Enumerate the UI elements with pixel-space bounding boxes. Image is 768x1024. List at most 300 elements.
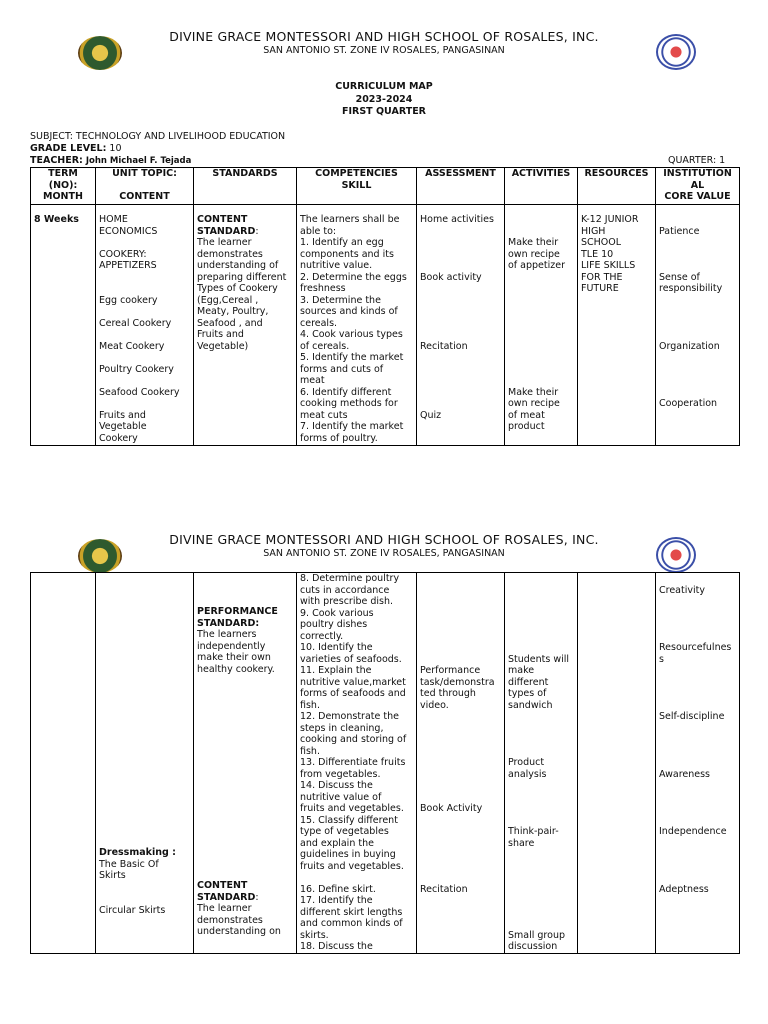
- header-resources: [578, 168, 656, 205]
- assessment-line: [420, 398, 501, 410]
- competency-line: fruits and vegetables.: [300, 860, 404, 872]
- header-text-line: RESOURCES: [584, 168, 649, 179]
- competency-line: from vegetables.: [300, 768, 381, 780]
- assessment-line: Performance: [420, 665, 481, 676]
- standard-line: healthy cookery.: [197, 663, 275, 675]
- assessment-line: [420, 318, 501, 330]
- core-value-line: [659, 260, 736, 272]
- competency-line: correctly.: [300, 630, 344, 642]
- standard-line: The learners: [197, 629, 257, 640]
- assessment-line: [420, 375, 501, 387]
- activity-line: [508, 711, 574, 723]
- standard-line: The learner: [197, 903, 252, 914]
- grade-level-value: 10: [106, 143, 122, 154]
- content-standard-title-line-2: [197, 892, 293, 904]
- activity-line: Make their: [508, 237, 559, 248]
- core-value-line: [659, 318, 736, 330]
- activity-line: [508, 642, 574, 654]
- competency-line: nutritive value.: [300, 260, 373, 271]
- assessment-line: ted through: [420, 688, 476, 699]
- content-standard-title-2: STANDARD: [197, 891, 256, 903]
- assessment-line: Book Activity: [420, 803, 483, 814]
- assessment-line: [420, 585, 501, 597]
- competency-line: cooking methods for: [300, 398, 398, 409]
- header-term: [31, 168, 96, 205]
- core-value-line: Resourcefulnes: [659, 642, 732, 653]
- competency-line: 13. Differentiate fruits: [300, 757, 406, 768]
- resource-line: FUTURE: [581, 283, 619, 294]
- standard-line: demonstrates: [197, 248, 263, 260]
- core-value-line: [659, 249, 736, 261]
- core-value-line: [659, 237, 736, 249]
- activity-line: [508, 272, 574, 284]
- activity-line: [508, 780, 574, 792]
- standard-line: preparing different: [197, 271, 287, 283]
- competencies-cell: [297, 573, 417, 954]
- competency-line: cuts in accordance: [300, 584, 390, 596]
- resource-line: TLE 10: [581, 248, 614, 260]
- assessment-line: [420, 769, 501, 781]
- core-value-line: [659, 596, 736, 608]
- core-value-line: [659, 608, 736, 620]
- unit-topic-line: [99, 352, 190, 364]
- core-value-line: [659, 688, 736, 700]
- activity-line: [508, 352, 574, 364]
- activity-line: [508, 608, 574, 620]
- header-text-line: ACTIVITIES: [511, 168, 571, 179]
- activity-line: [508, 872, 574, 884]
- competency-line: nutritive value,market: [300, 676, 406, 688]
- document-page-2: [0, 520, 768, 1024]
- competency-line: fish.: [300, 745, 320, 757]
- competency-line: with prescribe dish.: [300, 596, 394, 607]
- competency-line: type of vegetables: [300, 826, 389, 837]
- core-value-line: [659, 723, 736, 735]
- unit-topic-line: HOME: [99, 214, 128, 225]
- competency-line: forms of poultry.: [300, 432, 378, 444]
- standard-line: The learner: [197, 237, 252, 248]
- assessment-line: [420, 619, 501, 631]
- unit-topic-line: Poultry Cookery: [99, 363, 174, 375]
- unit-topic-line: [99, 882, 190, 894]
- core-value-line: [659, 700, 736, 712]
- activity-line: [508, 226, 574, 238]
- assessment-line: [420, 249, 501, 261]
- grade-level-line: [30, 143, 122, 155]
- competency-line: The learners shall be: [300, 214, 400, 225]
- core-value-cell: [656, 573, 740, 954]
- competency-line: forms of seafoods and: [300, 688, 406, 699]
- activity-line: [508, 364, 574, 376]
- standard-line: Types of Cookery: [197, 283, 278, 294]
- activities-cell: [505, 205, 578, 446]
- assessment-line: Quiz: [420, 409, 442, 421]
- content-standard-colon: :: [255, 891, 259, 903]
- unit-topic-line: [99, 329, 190, 341]
- header-activities: [505, 168, 578, 205]
- assessment-line: video.: [420, 699, 449, 711]
- activity-line: [508, 734, 574, 746]
- performance-standard-title: PERFORMANCE: [197, 606, 278, 617]
- curriculum-map-table-1: [30, 167, 740, 446]
- competency-line: 11. Explain the: [300, 665, 372, 676]
- assessment-line: [420, 631, 501, 643]
- core-value-line: [659, 364, 736, 376]
- competency-line: 17. Identify the: [300, 895, 373, 906]
- teacher-label: TEACHER:: [30, 155, 83, 166]
- resource-line: LIFE SKILLS: [581, 260, 636, 271]
- core-value-line: [659, 214, 736, 226]
- header-competencies: [297, 168, 417, 205]
- resource-line: HIGH: [581, 225, 606, 237]
- header-text-line: ASSESSMENT: [425, 168, 496, 179]
- core-value-line: [659, 815, 736, 827]
- activity-line: [508, 619, 574, 631]
- competency-line: 14. Discuss the: [300, 780, 373, 791]
- unit-topic-line: Cereal Cookery: [99, 317, 172, 329]
- activity-line: [508, 792, 574, 804]
- assessment-line: Recitation: [420, 340, 468, 352]
- term-cell: [31, 573, 96, 954]
- assessment-line: [420, 780, 501, 792]
- table-row: [31, 205, 740, 446]
- core-value-line: Awareness: [659, 768, 711, 780]
- assessment-line: [420, 861, 501, 873]
- core-value-line: [659, 838, 736, 850]
- standards-cell: [194, 573, 297, 954]
- table-header-row: [31, 168, 740, 205]
- activity-line: Product: [508, 757, 545, 768]
- title-line-2: 2023-2024: [355, 93, 413, 105]
- assessment-line: [420, 283, 501, 295]
- competency-line: 9. Cook various: [300, 607, 374, 619]
- core-value-line: [659, 387, 736, 399]
- standard-line: Seafood , and: [197, 317, 263, 329]
- school-address: SAN ANTONIO ST. ZONE IV ROSALES, PANGASINAN: [263, 548, 505, 559]
- core-value-line: [659, 329, 736, 341]
- header-text-line: SKILL: [341, 179, 372, 191]
- core-value-line: [659, 573, 736, 585]
- competency-line: 1. Identify an egg: [300, 237, 384, 248]
- competency-line: steps in cleaning,: [300, 722, 384, 734]
- content-standard-colon: :: [255, 225, 259, 237]
- assessment-line: [420, 838, 501, 850]
- competency-line: guidelines in buying: [300, 849, 396, 860]
- core-value-line: Adeptness: [659, 883, 709, 895]
- competency-line: cereals.: [300, 317, 338, 329]
- competency-line: 8. Determine poultry: [300, 573, 400, 584]
- school-address: SAN ANTONIO ST. ZONE IV ROSALES, PANGASINAN: [263, 45, 505, 56]
- unit-topic-line: Fruits and: [99, 409, 146, 421]
- core-value-line: [659, 295, 736, 307]
- activity-line: [508, 585, 574, 597]
- competency-line: fish.: [300, 699, 320, 711]
- core-value-line: [659, 665, 736, 677]
- competency-line: and explain the: [300, 837, 374, 849]
- assessment-line: [420, 792, 501, 804]
- assessment-line: Recitation: [420, 883, 468, 895]
- content-standard-title: CONTENT: [197, 214, 248, 225]
- performance-standard-title-2: STANDARD:: [197, 617, 260, 629]
- unit-topic-line: [99, 283, 190, 295]
- header-text-line: AL: [690, 179, 705, 191]
- activity-line: types of: [508, 688, 547, 699]
- activity-line: [508, 329, 574, 341]
- assessment-line: [420, 815, 501, 827]
- assessment-line: [420, 734, 501, 746]
- unit-topic-line: [99, 398, 190, 410]
- assessment-line: [420, 237, 501, 249]
- teacher-name: John Michael F. Tejada: [82, 156, 192, 166]
- activity-line: discussion: [508, 941, 558, 952]
- activity-line: [508, 573, 574, 585]
- core-value-line: [659, 803, 736, 815]
- header-standards: [194, 168, 297, 205]
- standard-line: demonstrates: [197, 914, 263, 926]
- assessment-line: [420, 711, 501, 723]
- activity-line: Think-pair-: [508, 826, 559, 837]
- assessment-line: Home activities: [420, 214, 494, 225]
- resource-line: SCHOOL: [581, 237, 622, 248]
- core-value-line: Independence: [659, 826, 727, 837]
- standard-line: understanding on: [197, 926, 281, 937]
- activity-line: own recipe: [508, 398, 560, 409]
- core-value-line: Creativity: [659, 584, 705, 596]
- activity-line: sandwich: [508, 699, 553, 711]
- activity-line: Make their: [508, 386, 559, 398]
- activity-line: [508, 803, 574, 815]
- resource-line: FOR THE: [581, 271, 623, 283]
- activity-line: of appetizer: [508, 260, 566, 271]
- activity-line: Students will: [508, 653, 570, 665]
- curriculum-map-table-2: [30, 572, 740, 954]
- resource-line: K-12 JUNIOR: [581, 214, 639, 225]
- activity-line: make: [508, 665, 535, 676]
- competency-line: freshness: [300, 283, 346, 294]
- competency-line: meat: [300, 375, 325, 386]
- header-text-line: CORE VALUE: [664, 191, 731, 202]
- assessment-line: [420, 642, 501, 654]
- title-line-3: FIRST QUARTER: [342, 106, 426, 117]
- unit-topic-line: ECONOMICS: [99, 225, 158, 237]
- header-assessment: [417, 168, 505, 205]
- competency-line: 4. Cook various types: [300, 329, 403, 340]
- core-value-line: [659, 631, 736, 643]
- unit-topic-line: COOKERY:: [99, 248, 147, 260]
- competency-line: and common kinds of: [300, 918, 403, 929]
- competency-line: 3. Determine the: [300, 294, 381, 306]
- activity-line: own recipe: [508, 248, 560, 260]
- core-value-line: Self-discipline: [659, 711, 725, 722]
- grade-level-label: GRADE LEVEL:: [30, 143, 107, 154]
- content-standard-title-2: STANDARD: [197, 225, 256, 237]
- assessment-line: [420, 596, 501, 608]
- assessment-line: [420, 295, 501, 307]
- competency-line: cooking and storing of: [300, 734, 407, 745]
- activity-line: [508, 815, 574, 827]
- competency-line: 2. Determine the eggs: [300, 271, 407, 283]
- competency-line: varieties of seafoods.: [300, 653, 402, 665]
- unit-topic-line: APPETIZERS: [99, 260, 157, 271]
- unit-topic-line: [99, 272, 190, 284]
- assessment-line: [420, 608, 501, 620]
- competency-line: fruits and vegetables.: [300, 803, 404, 814]
- quarter-label: QUARTER: 1: [668, 155, 726, 166]
- core-value-line: [659, 849, 736, 861]
- core-value-line: responsibility: [659, 283, 723, 294]
- assessment-cell: [417, 573, 505, 954]
- competency-line: meat cuts: [300, 409, 348, 421]
- assessment-line: [420, 723, 501, 735]
- core-value-line: [659, 872, 736, 884]
- competency-line: 7. Identify the market: [300, 421, 404, 432]
- term-value: 8 Weeks: [34, 214, 79, 225]
- assessment-line: [420, 226, 501, 238]
- assessment-line: [420, 260, 501, 272]
- core-value-cell: [656, 205, 740, 446]
- competency-line: of cereals.: [300, 340, 350, 352]
- unit-topic-line: [99, 237, 190, 249]
- assessment-line: [420, 306, 501, 318]
- standard-line: (Egg,Cereal ,: [197, 294, 259, 306]
- resources-cell: [578, 205, 656, 446]
- assessment-line: task/demonstra: [420, 676, 495, 688]
- activity-line: [508, 861, 574, 873]
- assessment-line: [420, 654, 501, 666]
- assessment-line: [420, 826, 501, 838]
- competency-line: components and its: [300, 248, 394, 260]
- core-value-line: [659, 792, 736, 804]
- table-row: [31, 573, 740, 954]
- core-value-line: [659, 734, 736, 746]
- header-unit-topic: [96, 168, 194, 205]
- standard-line: Vegetable): [197, 340, 249, 352]
- competency-line: nutritive value of: [300, 791, 382, 803]
- unit-topic-line: The Basic Of: [99, 858, 159, 870]
- header-text-line: MONTH: [43, 191, 83, 202]
- core-value-line: Cooperation: [659, 398, 718, 409]
- unit-topic-line: Dressmaking :: [99, 847, 176, 858]
- competency-line: 6. Identify different: [300, 386, 392, 398]
- content-standard-title-line-2: [197, 226, 293, 238]
- standard-line: independently: [197, 640, 266, 652]
- core-value-line: [659, 352, 736, 364]
- unit-topic-line: Vegetable: [99, 421, 147, 432]
- competency-line: skirts.: [300, 929, 329, 941]
- core-value-line: [659, 861, 736, 873]
- standard-line: make their own: [197, 652, 271, 663]
- core-value-line: [659, 306, 736, 318]
- subject-line: SUBJECT: TECHNOLOGY AND LIVELIHOOD EDUCATION: [30, 131, 286, 142]
- teacher-line: [30, 155, 191, 167]
- document-page-1: [0, 0, 768, 470]
- competency-line: 18. Discuss the: [300, 941, 373, 952]
- header-text-line: UNIT TOPIC:: [112, 168, 177, 179]
- competencies-cell: [297, 205, 417, 446]
- assessment-line: [420, 757, 501, 769]
- core-value-line: s: [659, 653, 664, 665]
- assessment-line: [420, 746, 501, 758]
- assessment-line: [420, 329, 501, 341]
- activity-line: [508, 918, 574, 930]
- activity-line: [508, 907, 574, 919]
- competency-line: 10. Identify the: [300, 642, 373, 653]
- activity-line: [508, 884, 574, 896]
- activity-line: [508, 295, 574, 307]
- unit-topic-line: [99, 306, 190, 318]
- school-name: DIVINE GRACE MONTESSORI AND HIGH SCHOOL OF ROSALES, INC.: [169, 532, 599, 547]
- unit-topic-line: Meat Cookery: [99, 340, 165, 352]
- activity-line: [508, 318, 574, 330]
- unit-topic-line: Cookery: [99, 432, 138, 444]
- assessment-line: [420, 364, 501, 376]
- header-text-line: INSTITUTION: [663, 168, 732, 179]
- activity-line: [508, 631, 574, 643]
- unit-topic-line: [99, 893, 190, 905]
- document-title: [0, 81, 768, 119]
- activity-line: [508, 341, 574, 353]
- activity-line: [508, 596, 574, 608]
- header-core-value: [656, 168, 740, 205]
- assessment-line: [420, 849, 501, 861]
- resources-cell: [578, 573, 656, 954]
- assessment-cell: [417, 205, 505, 446]
- activity-line: [508, 895, 574, 907]
- core-value-line: [659, 375, 736, 387]
- activity-line: [508, 746, 574, 758]
- competency-line: different skirt lengths: [300, 906, 403, 918]
- content-standard-title: CONTENT: [197, 880, 248, 891]
- activity-line: [508, 375, 574, 387]
- activity-line: share: [508, 837, 535, 849]
- competency-line: 15. Classify different: [300, 814, 398, 826]
- standard-line: Fruits and: [197, 329, 244, 340]
- competency-line: sources and kinds of: [300, 306, 398, 317]
- assessment-line: [420, 573, 501, 585]
- activity-line: Small group: [508, 929, 565, 941]
- core-value-line: [659, 757, 736, 769]
- core-value-line: Sense of: [659, 271, 700, 283]
- core-value-line: [659, 780, 736, 792]
- core-value-line: Organization: [659, 340, 720, 352]
- competency-line: poultry dishes: [300, 619, 368, 630]
- activity-line: product: [508, 421, 545, 432]
- competency-line: forms and cuts of: [300, 363, 384, 375]
- assessment-line: [420, 872, 501, 884]
- term-cell: [31, 205, 96, 446]
- activities-cell: [505, 573, 578, 954]
- school-name: DIVINE GRACE MONTESSORI AND HIGH SCHOOL OF ROSALES, INC.: [169, 29, 599, 44]
- competency-line: 16. Define skirt.: [300, 883, 376, 895]
- standard-line: Meaty, Poultry,: [197, 306, 269, 317]
- spacer: [197, 675, 293, 880]
- header-text-line: COMPETENCIES: [315, 168, 398, 179]
- standard-line: understanding of: [197, 260, 279, 271]
- assessment-line: [420, 352, 501, 364]
- activity-line: analysis: [508, 768, 547, 780]
- competency-line: 12. Demonstrate the: [300, 711, 399, 722]
- competency-line: able to:: [300, 225, 337, 237]
- unit-topic-line: Skirts: [99, 870, 126, 881]
- standards-cell: [194, 205, 297, 446]
- activity-line: [508, 214, 574, 226]
- header-text-line: STANDARDS: [212, 168, 278, 179]
- activity-line: different: [508, 676, 549, 688]
- header-text-line: [99, 180, 190, 192]
- unit-topic-cell: [96, 205, 194, 446]
- title-line-1: CURRICULUM MAP: [335, 81, 433, 92]
- activity-line: [508, 283, 574, 295]
